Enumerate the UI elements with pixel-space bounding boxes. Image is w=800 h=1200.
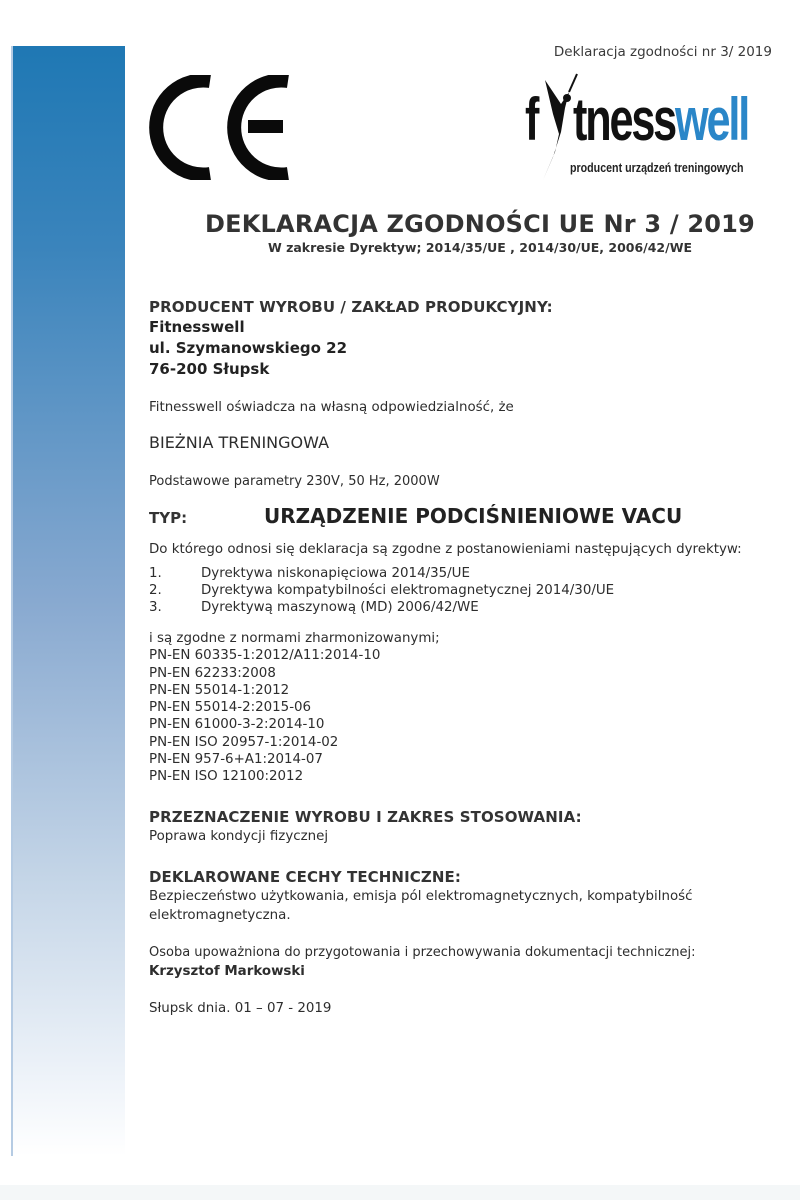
directive-item <box>149 599 789 616</box>
document-body <box>149 298 789 1018</box>
directive-item <box>149 565 789 582</box>
purpose-heading: PRZEZNACZENIE WYROBU I ZAKRES STOSOWANIA: <box>149 807 582 826</box>
declaration-number: Deklaracja zgodności nr 3/ 2019 <box>553 44 772 60</box>
document-title <box>0 210 800 255</box>
directive-text: Dyrektywą maszynową (MD) 2006/42/WE <box>201 600 479 615</box>
norms-intro: i są zgodne z normami zharmonizowanymi; <box>149 631 440 646</box>
purpose-text: Poprawa kondycji fizycznej <box>149 828 329 844</box>
logo-wordmark-dark: tness <box>573 86 676 153</box>
norm-item: PN-EN 55014-1:2012 <box>149 682 290 698</box>
directive-number: 1. <box>149 566 162 581</box>
ce-mark-icon <box>148 75 293 180</box>
norm-item: PN-EN 60335-1:2012/A11:2014-10 <box>149 648 381 664</box>
norm-item: PN-EN 957-6+A1:2014-07 <box>149 752 323 768</box>
logo-wordmark-blue: well <box>675 86 749 153</box>
features-heading: DEKLAROWANE CECHY TECHNICZNE: <box>149 867 461 886</box>
norm-item: PN-EN 61000-3-2:2014-10 <box>149 717 325 733</box>
logo-letter-f: f <box>525 86 540 153</box>
norm-item: PN-EN 55014-2:2015-06 <box>149 700 312 716</box>
features-text: Bezpieczeństwo użytkowania, emisja pól elektromagnetycznych, kompatybilność elektromagnetyczna. <box>149 888 693 923</box>
directive-text: Dyrektywa kompatybilności elektromagnetycznej 2014/30/UE <box>201 583 615 598</box>
title-subtitle: W zakresie Dyrektyw; 2014/35/UE , 2014/30/UE, 2006/42/WE <box>267 240 693 255</box>
norm-item: PN-EN 62233:2008 <box>149 665 276 681</box>
product-name: BIEŻNIA TRENINGOWA <box>149 433 330 452</box>
norm-item: PN-EN ISO 12100:2012 <box>149 769 304 785</box>
norms-list <box>149 630 789 786</box>
logo-tagline: producent urządzeń treningowych <box>570 160 744 175</box>
type-label: TYP: <box>149 509 188 527</box>
directive-item <box>149 582 789 599</box>
producer-street: ul. Szymanowskiego 22 <box>149 339 348 357</box>
product-parameters: Podstawowe parametry 230V, 50 Hz, 2000W <box>149 474 440 489</box>
bottom-band <box>0 1185 800 1200</box>
producer-name: Fitnesswell <box>149 318 245 336</box>
place-date: Słupsk dnia. 01 – 07 - 2019 <box>149 1000 332 1016</box>
authorized-label: Osoba upoważniona do przygotowania i przechowywania dokumentacji technicznej: <box>149 944 696 960</box>
logo-wordmark <box>573 86 749 153</box>
directives-list <box>149 565 789 616</box>
directive-text: Dyrektywa niskonapięciowa 2014/35/UE <box>201 566 470 581</box>
type-value: URZĄDZENIE PODCIŚNIENIOWE VACU <box>264 504 683 528</box>
directive-number: 2. <box>149 583 162 598</box>
directives-intro: Do którego odnosi się deklaracja są zgodne z postanowieniami następujących dyrektyw: <box>149 542 742 557</box>
producer-city: 76-200 Słupsk <box>149 360 270 378</box>
fitnesswell-logo <box>525 72 785 182</box>
norm-item: PN-EN ISO 20957-1:2014-02 <box>149 734 339 750</box>
producer-heading: PRODUCENT WYROBU / ZAKŁAD PRODUKCYJNY: <box>149 298 553 316</box>
authorized-name: Krzysztof Markowski <box>149 963 305 979</box>
type-row <box>149 504 789 528</box>
title-main: DEKLARACJA ZGODNOŚCI UE Nr 3 / 2019 <box>205 210 755 238</box>
statement: Fitnesswell oświadcza na własną odpowiedzialność, że <box>149 400 514 415</box>
directive-number: 3. <box>149 600 162 615</box>
